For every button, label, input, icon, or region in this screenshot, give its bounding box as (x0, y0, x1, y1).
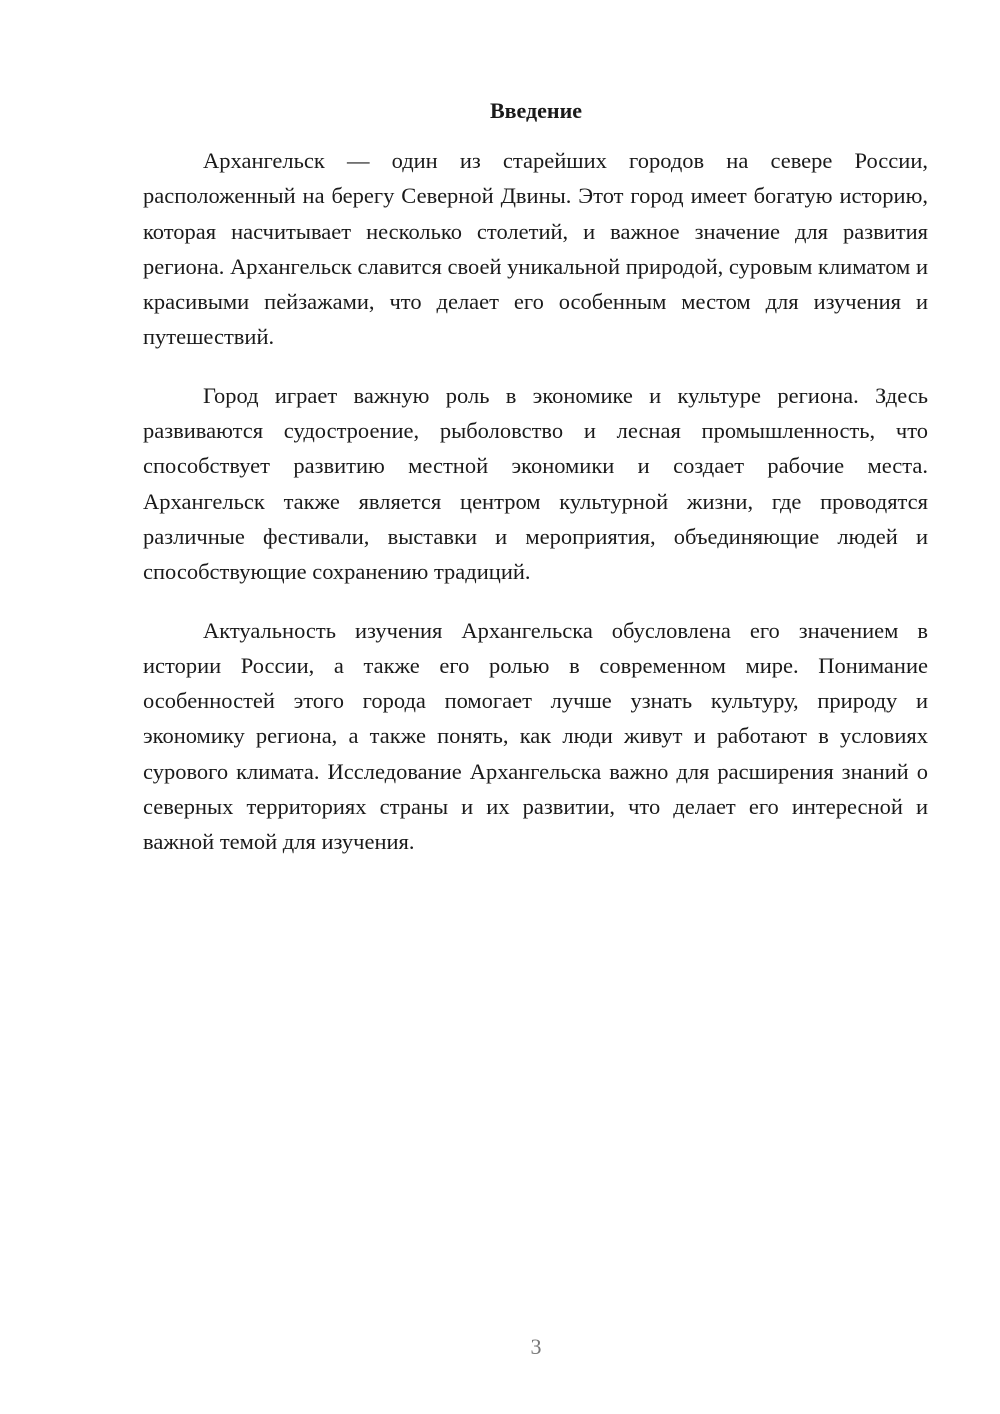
body-text (143, 143, 928, 883)
page-number: 3 (530, 1334, 542, 1359)
paragraph-3: Актуальность изучения Архангельска обусловлена его значением в истории России, а также его ролью в современном мире. Понимание особенностей этого города помогает лучше узнать культуру, природу и экономику региона, а также понять, как люди живут и работают в условиях сурового климата. Исследование Архангельска важно для расширения знаний о северных территориях страны и их развитии, что делает его интересной и важной темой для изучения. (143, 617, 928, 855)
section-heading: Введение (489, 98, 583, 123)
paragraph-2: Город играет важную роль в экономике и культуре региона. Здесь развиваются судостроение, рыболовство и лесная промышленность, что способствует развитию местной экономики и создает рабочие места. Архангельск также является центром культурной жизни, где проводятся различные фестивали, выставки и мероприятия, объединяющие людей и способствующие сохранению традиций. (143, 382, 928, 585)
paragraph-1: Архангельск — один из старейших городов на севере России, расположенный на берегу Северной Двины. Этот город имеет богатую историю, которая насчитывает несколько столетий, и важное значение для развития региона. Архангельск славится своей уникальной природой, суровым климатом и красивыми пейзажами, что делает его особенным местом для изучения и путешествий. (143, 148, 928, 350)
